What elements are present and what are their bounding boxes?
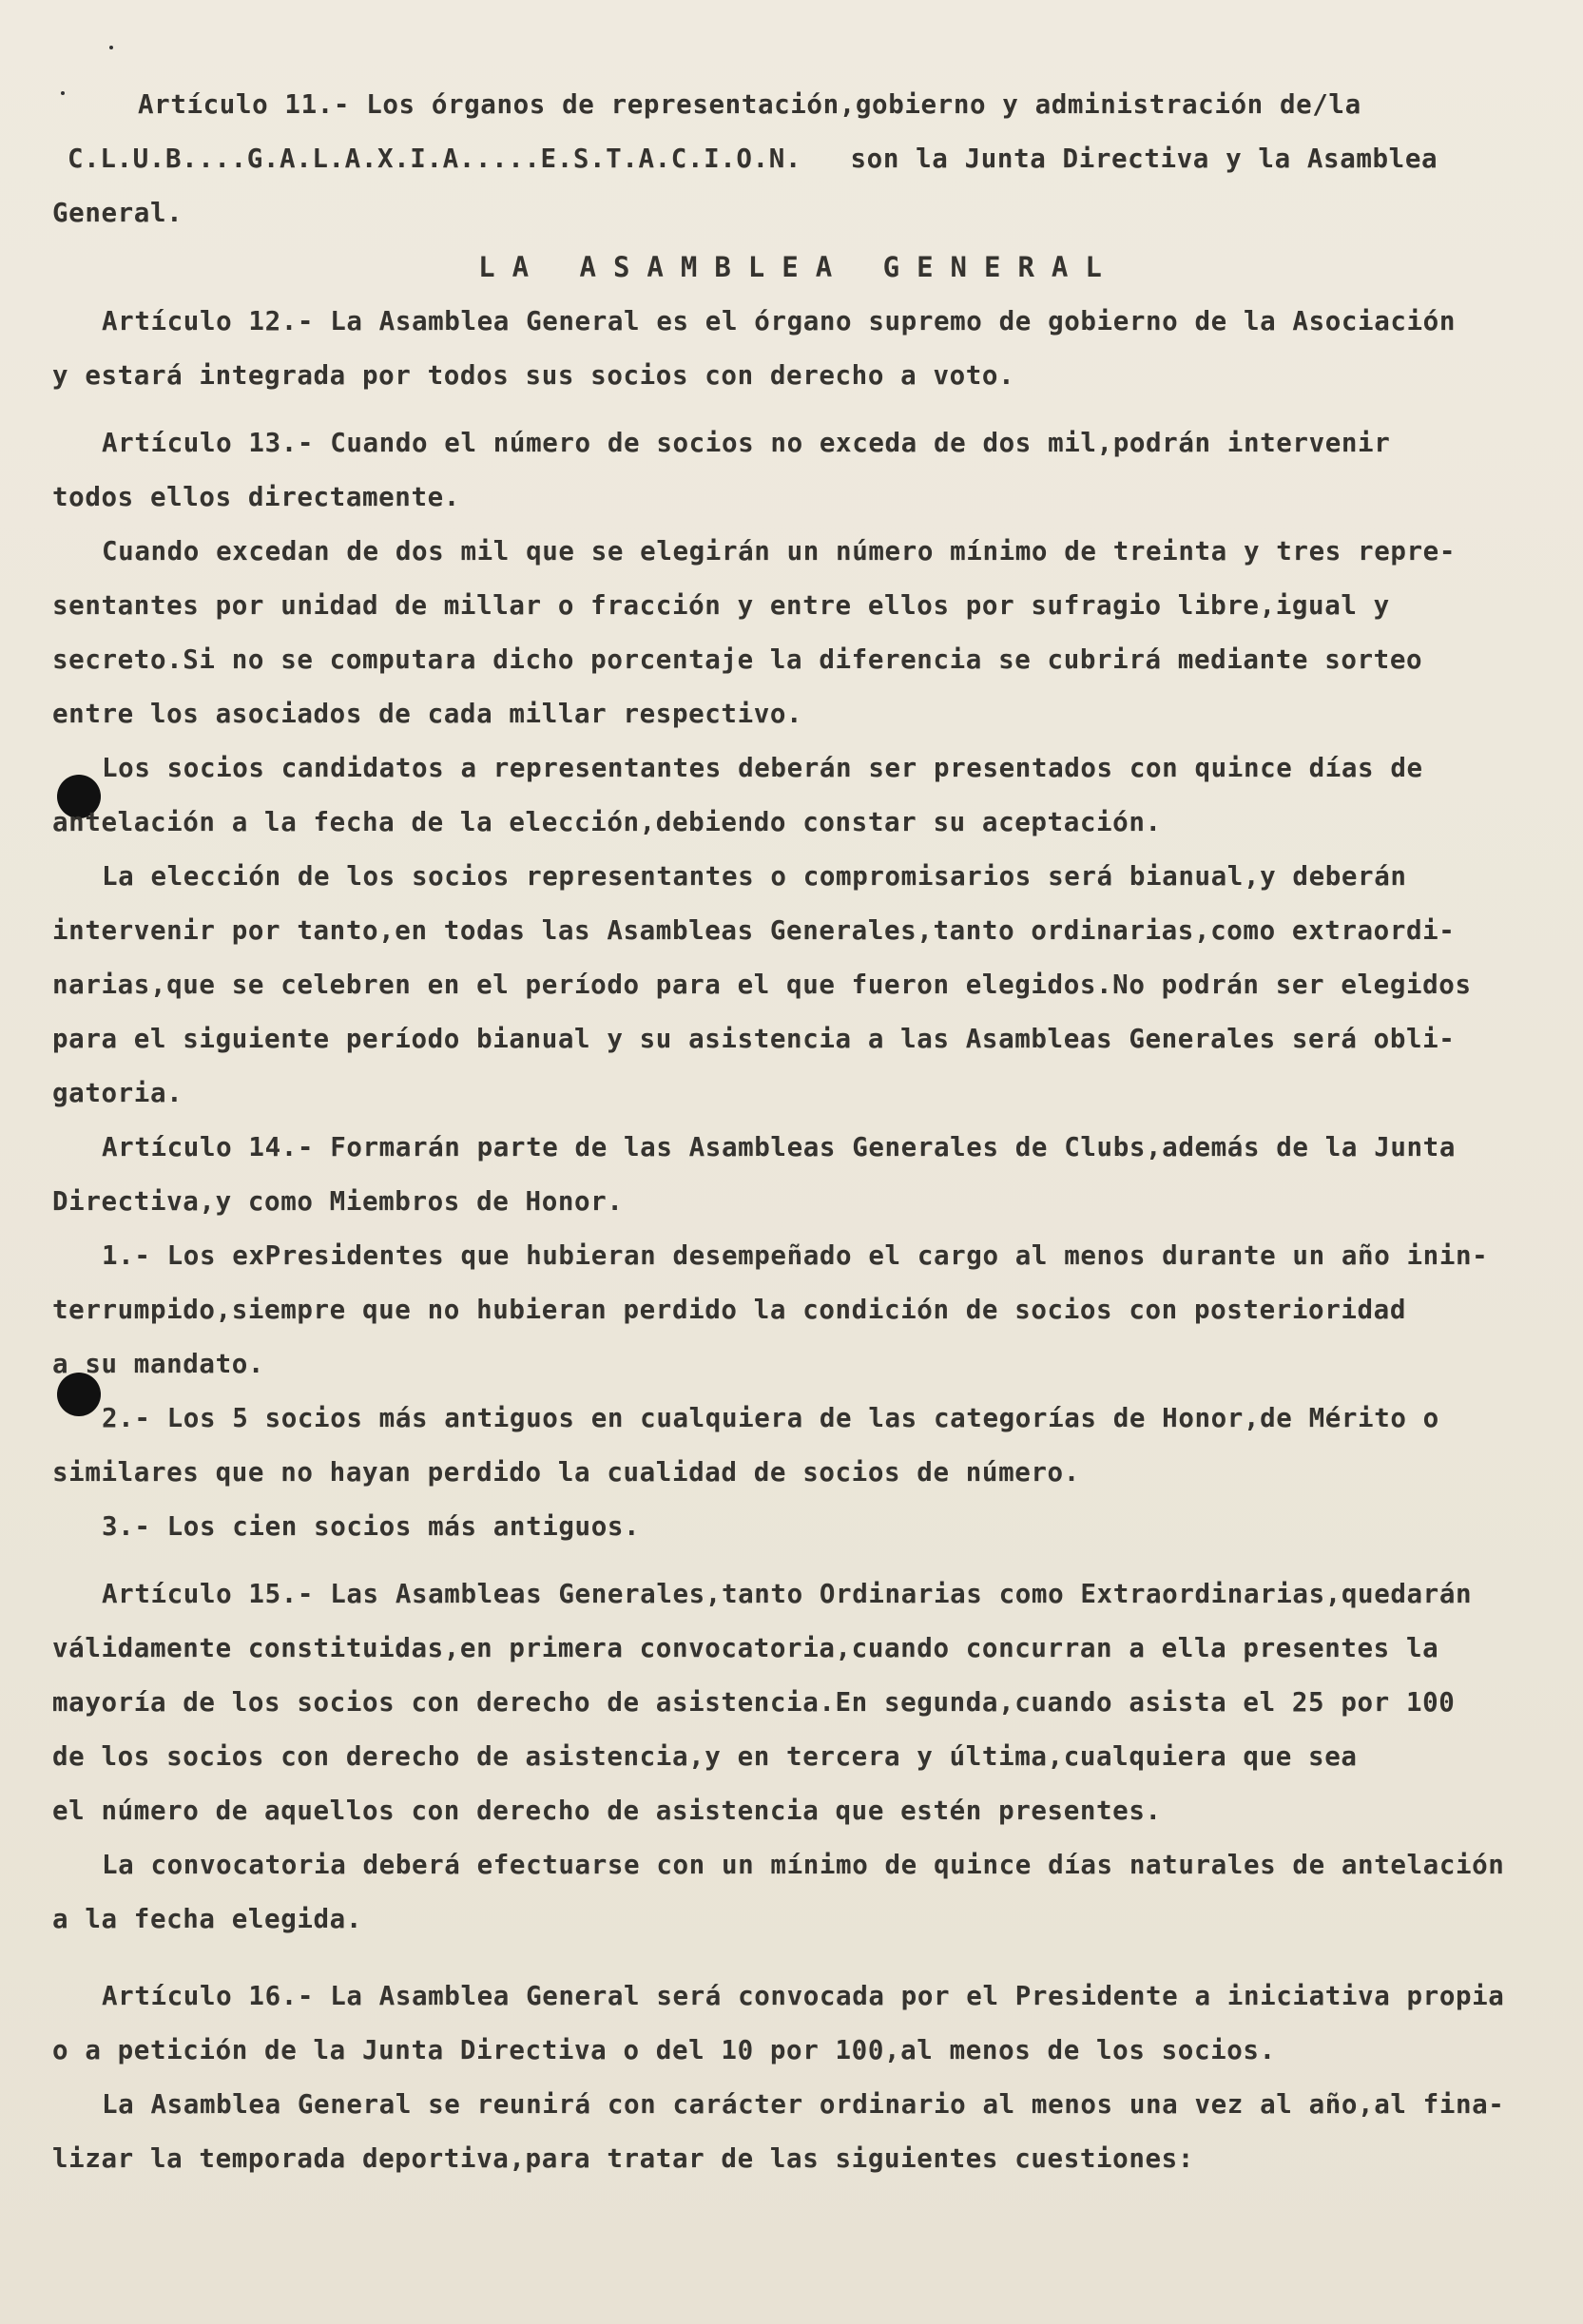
article-12-line-2: y estará integrada por todos sus socios con derecho a voto. bbox=[52, 360, 1015, 391]
article-11-line-2: C.L.U.B....G.A.L.A.X.I.A.....E.S.T.A.C.I.O.N. son la Junta Directiva y la Asamblea bbox=[68, 144, 1438, 174]
article-16-line-4: lizar la temporada deportiva,para tratar de las siguientes cuestiones: bbox=[52, 2143, 1194, 2174]
article-13-line-12: para el siguiente período bianual y su asistencia a las Asambleas Generales será obli- bbox=[52, 1024, 1456, 1054]
article-15-line-3: mayoría de los socios con derecho de asistencia.En segunda,cuando asista el 25 por 100 bbox=[52, 1687, 1456, 1718]
article-15-line-2: válidamente constituidas,en primera convocatoria,cuando concurran a ella presentes la bbox=[52, 1633, 1439, 1663]
article-16-line-3: La Asamblea General se reunirá con carácter ordinario al menos una vez al año,al fina- bbox=[102, 2089, 1505, 2120]
article-14-item-2-line-2: similares que no hayan perdido la cualidad de socios de número. bbox=[52, 1457, 1080, 1488]
article-14-item-1-line-3: a su mandato. bbox=[52, 1349, 265, 1379]
article-12-line-1: Artículo 12.- La Asamblea General es el órgano supremo de gobierno de la Asociación bbox=[102, 306, 1456, 336]
article-11-line-1: Artículo 11.- Los órganos de representación,gobierno y administración de/la bbox=[138, 89, 1361, 120]
article-14-item-1-line-2: terrumpido,siempre que no hubieran perdido la condición de socios con posterioridad bbox=[52, 1295, 1406, 1325]
article-14-item-1-line-1: 1.- Los exPresidentes que hubieran desempeñado el cargo al menos durante un año inin- bbox=[102, 1240, 1489, 1271]
article-13-line-11: narias,que se celebren en el período para el que fueron elegidos.No podrán ser elegidos bbox=[52, 970, 1472, 1000]
article-11-line-3: General. bbox=[52, 198, 183, 228]
document-body bbox=[52, 78, 1545, 2186]
article-15-line-5: el número de aquellos con derecho de asistencia que estén presentes. bbox=[52, 1796, 1162, 1826]
section-heading: LA ASAMBLEA GENERAL bbox=[478, 251, 1119, 283]
article-13-line-1: Artículo 13.- Cuando el número de socios no exceda de dos mil,podrán intervenir bbox=[102, 428, 1391, 458]
article-15-line-1: Artículo 15.- Las Asambleas Generales,tanto Ordinarias como Extraordinarias,quedarán bbox=[102, 1579, 1473, 1609]
article-13-line-8: antelación a la fecha de la elección,debiendo constar su aceptación. bbox=[52, 807, 1162, 837]
article-13-line-10: intervenir por tanto,en todas las Asambleas Generales,tanto ordinarias,como extraordi- bbox=[52, 915, 1456, 946]
article-13-line-2: todos ellos directamente. bbox=[52, 482, 460, 512]
article-15-line-7: a la fecha elegida. bbox=[52, 1904, 362, 1934]
article-16-line-1: Artículo 16.- La Asamblea General será convocada por el Presidente a iniciativa propia bbox=[102, 1981, 1505, 2011]
article-14-line-1: Artículo 14.- Formarán parte de las Asambleas Generales de Clubs,además de la Junta bbox=[102, 1132, 1456, 1162]
article-13-line-5: secreto.Si no se computara dicho porcentaje la diferencia se cubrirá mediante sorteo bbox=[52, 644, 1423, 675]
article-13-line-4: sentantes por unidad de millar o fracción y entre ellos por sufragio libre,igual y bbox=[52, 590, 1390, 621]
article-15-line-4: de los socios con derecho de asistencia,y en tercera y última,cualquiera que sea bbox=[52, 1741, 1358, 1772]
article-13-line-13: gatoria. bbox=[52, 1078, 183, 1108]
article-14-item-3: 3.- Los cien socios más antiguos. bbox=[102, 1511, 641, 1542]
article-14-line-2: Directiva,y como Miembros de Honor. bbox=[52, 1186, 624, 1217]
article-13-line-7: Los socios candidatos a representantes deberán ser presentados con quince días de bbox=[102, 753, 1423, 783]
article-14-item-2-line-1: 2.- Los 5 socios más antiguos en cualquiera de las categorías de Honor,de Mérito o bbox=[102, 1403, 1439, 1433]
article-13-line-6: entre los asociados de cada millar respectivo. bbox=[52, 699, 803, 729]
article-13-line-3: Cuando excedan de dos mil que se elegirán un número mínimo de treinta y tres repre- bbox=[102, 536, 1456, 567]
article-13-line-9: La elección de los socios representantes o compromisarios será bianual,y deberán bbox=[102, 861, 1407, 892]
article-15-line-6: La convocatoria deberá efectuarse con un mínimo de quince días naturales de antelación bbox=[102, 1850, 1505, 1880]
paper-speck bbox=[109, 46, 113, 49]
article-16-line-2: o a petición de la Junta Directiva o del 10 por 100,al menos de los socios. bbox=[52, 2035, 1276, 2065]
